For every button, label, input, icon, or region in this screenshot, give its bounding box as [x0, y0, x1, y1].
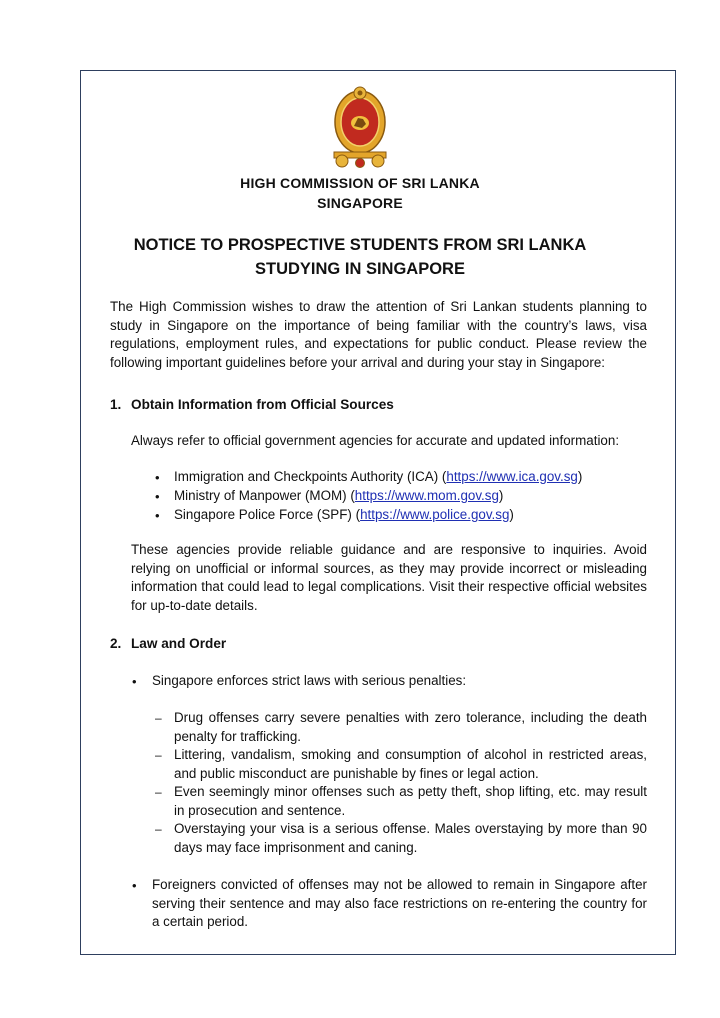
spf-link[interactable]: https://www.police.gov.sg [360, 507, 510, 522]
bullet-icon: • [155, 489, 160, 504]
section-1-lead: Always refer to official government agencies for accurate and updated information: [131, 433, 620, 448]
office-name: HIGH COMMISSION OF SRI LANKA [240, 175, 480, 191]
law-item: Drug offenses carry severe penalties with zero tolerance, including the death penalty for trafficking. [174, 710, 647, 744]
section-1-number: 1. [110, 397, 122, 412]
law-item: Overstaying your visa is a serious offense. Males overstaying by more than 90 days may face imprisonment and caning. [174, 821, 647, 855]
notice-title-line1: NOTICE TO PROSPECTIVE STUDENTS FROM SRI LANKA [133, 236, 587, 254]
section-2-heading [110, 636, 226, 651]
law-bullet-2: Foreigners convicted of offenses may not be allowed to remain in Singapore after serving their sentence and may also face restrictions on re-entering the country for a certain period. [152, 877, 647, 930]
agency-item: Immigration and Checkpoints Authority (ICA) (https://www.ica.gov.sg) [174, 469, 583, 484]
mom-link[interactable]: https://www.mom.gov.sg [354, 488, 499, 503]
dash-icon: – [155, 711, 162, 725]
section-1-note: These agencies provide reliable guidance and are responsive to inquiries. Avoid relying on unofficial or informal sources, as they may provide incorrect or misleading information that could lead to legal complications. Visit their respective official websites for up-to-date details. [131, 542, 647, 613]
sri-lanka-emblem-icon [330, 86, 390, 170]
law-item: Littering, vandalism, smoking and consumption of alcohol in restricted areas, and public misconduct are punishable by fines or legal action. [174, 747, 647, 781]
agency-item: Ministry of Manpower (MOM) (https://www.mom.gov.sg) [174, 488, 504, 503]
section-1-heading [110, 397, 394, 412]
section-1-title: Obtain Information from Official Sources [131, 397, 394, 412]
bullet-icon: • [155, 470, 160, 485]
law-item: Even seemingly minor offenses such as petty theft, shop lifting, etc. may result in prosecution and sentence. [174, 784, 647, 818]
intro-paragraph: The High Commission wishes to draw the attention of Sri Lankan students planning to study in Singapore on the importance of being familiar with the country’s laws, visa regulations, employment rules, and expectations for public conduct. Please review the following important guidelines before your arrival and during your stay in Singapore: [110, 299, 647, 370]
dash-icon: – [155, 748, 162, 762]
dash-icon: – [155, 785, 162, 799]
section-2-title: Law and Order [131, 636, 227, 651]
notice-title-line2: STUDYING IN SINGAPORE [255, 260, 465, 278]
office-location: SINGAPORE [317, 195, 403, 211]
bullet-icon: • [132, 878, 137, 893]
dash-icon: – [155, 822, 162, 836]
section-2-number: 2. [110, 636, 122, 651]
ica-link[interactable]: https://www.ica.gov.sg [446, 469, 578, 484]
bullet-icon: • [155, 508, 160, 523]
law-bullet-1: Singapore enforces strict laws with serious penalties: [152, 673, 467, 688]
agency-item: Singapore Police Force (SPF) (https://www.police.gov.sg) [174, 507, 514, 522]
bullet-icon: • [132, 674, 137, 689]
